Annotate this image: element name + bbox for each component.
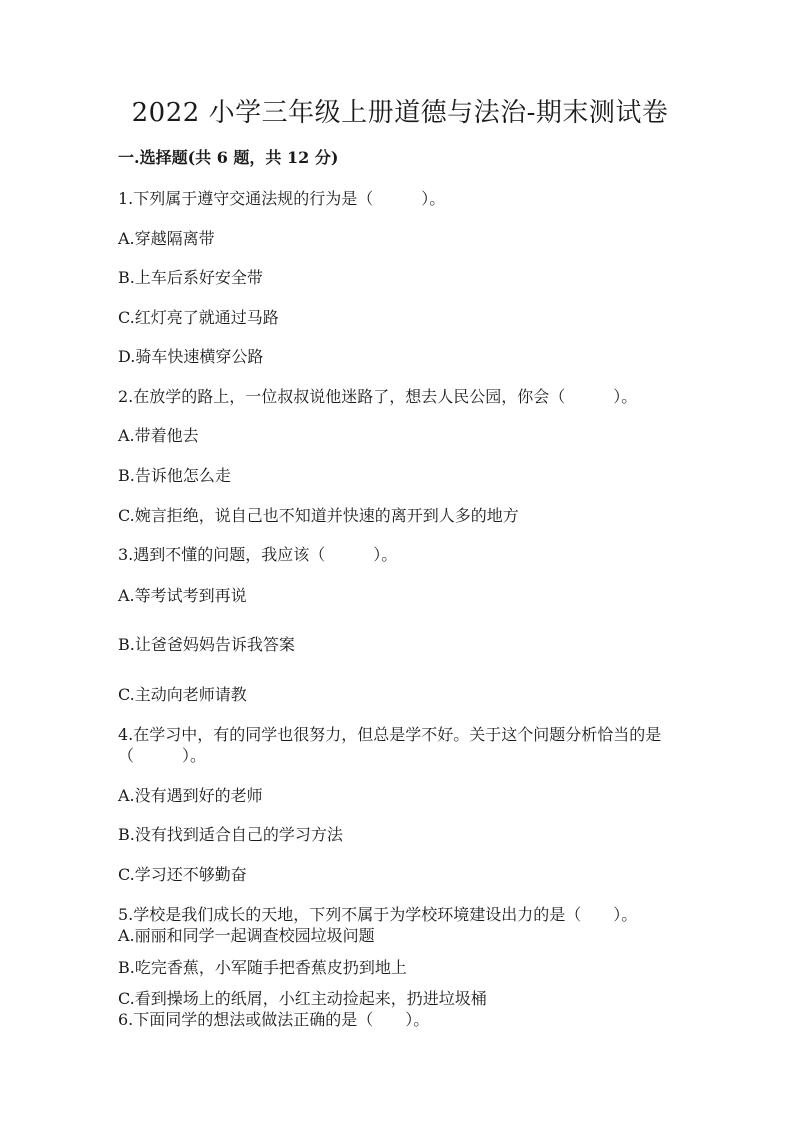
question-4-option-b: B.没有找到适合自己的学习方法	[118, 825, 343, 844]
question-5-option-a: A.丽丽和同学一起调查校园垃圾问题	[118, 926, 375, 945]
question-2-option-c: C.婉言拒绝，说自己也不知道并快速的离开到人多的地方	[118, 506, 519, 525]
question-4-option-c: C.学习还不够勤奋	[118, 865, 247, 884]
question-3-option-c: C.主动向老师请教	[118, 685, 247, 704]
question-1-stem: 1.下列属于遵守交通法规的行为是（ ）。	[118, 189, 446, 208]
exam-title: 2022 小学三年级上册道德与法治-期末测试卷	[131, 98, 669, 128]
question-1-option-c: C.红灯亮了就通过马路	[118, 308, 279, 327]
question-6-stem: 6.下面同学的想法或做法正确的是（ ）。	[118, 1010, 430, 1029]
question-4-stem-continuation: （ ）。	[118, 746, 207, 765]
question-4-option-a: A.没有遇到好的老师	[118, 786, 263, 805]
question-2-stem: 2.在放学的路上，一位叔叔说他迷路了，想去人民公园，你会（ ）。	[118, 387, 638, 406]
question-3-option-b: B.让爸爸妈妈告诉我答案	[118, 635, 295, 654]
question-1-option-d: D.骑车快速横穿公路	[118, 347, 264, 366]
question-5-option-b: B.吃完香蕉，小军随手把香蕉皮扔到地上	[118, 958, 407, 977]
question-1-option-b: B.上车后系好安全带	[118, 268, 263, 287]
question-4-stem: 4.在学习中，有的同学也很努力，但总是学不好。关于这个问题分析恰当的是	[118, 725, 662, 744]
question-5-option-c: C.看到操场上的纸屑，小红主动捡起来，扔进垃圾桶	[118, 989, 487, 1008]
question-2-option-a: A.带着他去	[118, 426, 199, 445]
question-1-option-a: A.穿越隔离带	[118, 229, 215, 248]
question-3-option-a: A.等考试考到再说	[118, 586, 247, 605]
section-heading: 一.选择题(共 6 题，共 12 分)	[118, 148, 339, 167]
question-5-stem: 5.学校是我们成长的天地，下列不属于为学校环境建设出力的是（ ）。	[118, 905, 638, 924]
question-2-option-b: B.告诉他怎么走	[118, 466, 231, 485]
question-3-stem: 3.遇到不懂的问题，我应该（ ）。	[118, 545, 398, 564]
